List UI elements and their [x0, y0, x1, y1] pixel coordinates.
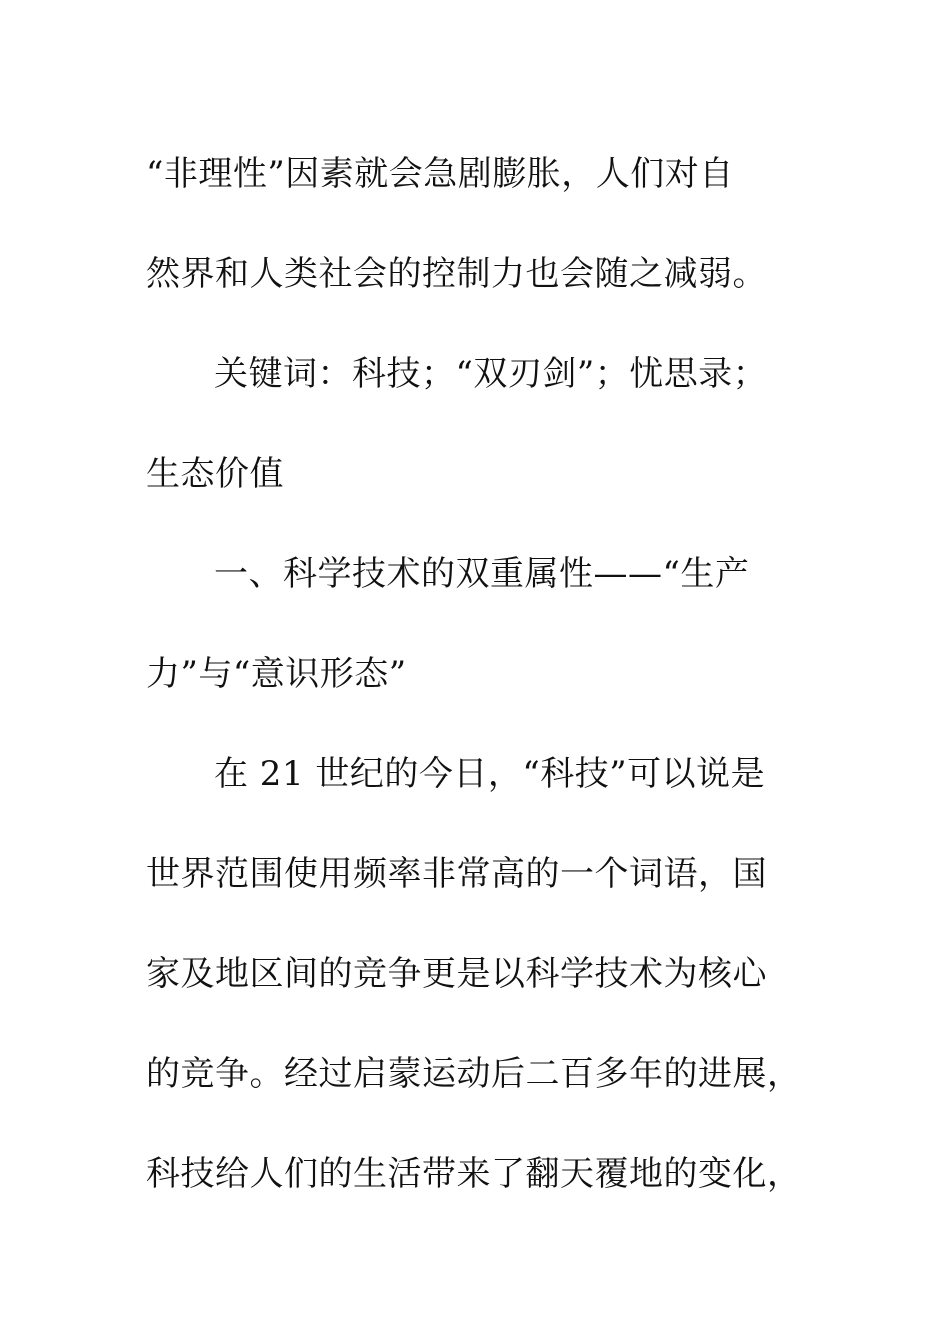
- paragraph-line-1: 在 21 世纪的今日，“科技”可以说是: [214, 754, 766, 794]
- paragraph-line-5: 科技给人们的生活带来了翻天覆地的变化，: [146, 1154, 802, 1194]
- paragraph-line-4: 的竞争。经过启蒙运动后二百多年的进展，: [146, 1054, 802, 1094]
- paragraph-line-2: 世界范围使用频率非常高的一个词语，国: [146, 854, 767, 894]
- section-heading: 一、科学技术的双重属性——“生产: [214, 554, 750, 594]
- keywords-line: 关键词：科技；“双刃剑”；忧思录；: [214, 354, 768, 394]
- section-heading-cont: 力”与“意识形态”: [146, 654, 407, 694]
- text-line-1: “非理性”因素就会急剧膨胀，人们对自: [146, 154, 734, 194]
- body-text: [146, 124, 806, 1224]
- text-line-2: 然界和人类社会的控制力也会随之减弱。: [146, 254, 767, 294]
- paragraph-line-3: 家及地区间的竞争更是以科学技术为核心: [146, 954, 767, 994]
- keywords-line-cont: 生态价值: [146, 454, 284, 494]
